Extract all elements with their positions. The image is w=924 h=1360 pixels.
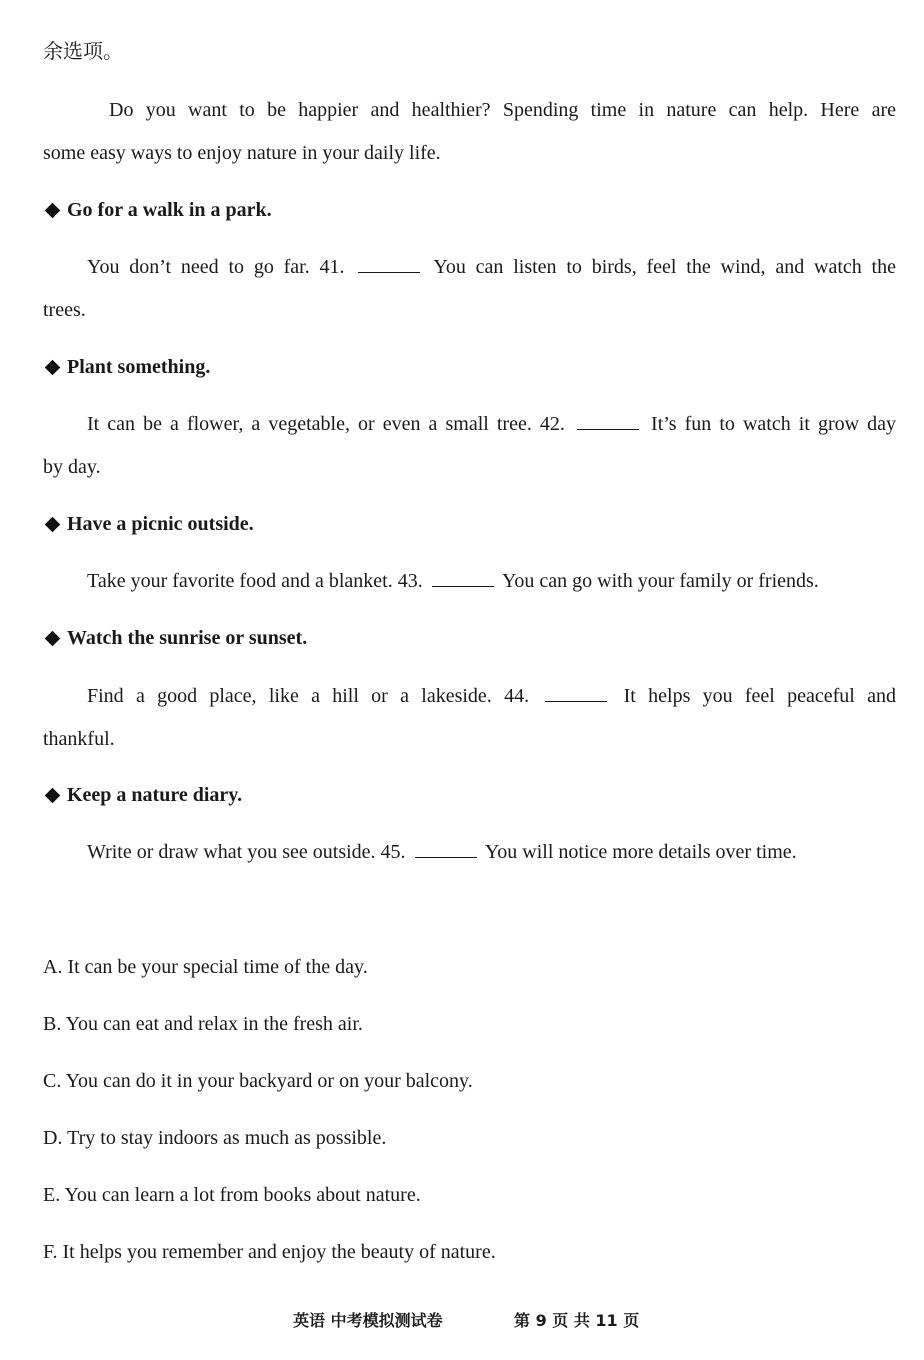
- heading-text: Plant something.: [67, 356, 211, 378]
- section-heading: [43, 512, 254, 536]
- sentence-before: It can be a flower, a vegetable, or even a small tree. 42.: [87, 413, 565, 435]
- section-continuation: trees.: [43, 299, 86, 321]
- option-item: A. It can be your special time of the day.: [43, 956, 368, 978]
- option-item: B. You can eat and relax in the fresh air.: [43, 1013, 363, 1035]
- option-item: C. You can do it in your backyard or on your balcony.: [43, 1070, 473, 1092]
- sentence-before: Write or draw what you see outside. 45.: [87, 841, 406, 863]
- diamond-bullet-icon: [45, 788, 61, 804]
- diamond-bullet-icon: [45, 517, 61, 533]
- top-fragment: 余选项。: [43, 41, 123, 63]
- section-body: [43, 255, 896, 279]
- option-item: F. It helps you remember and enjoy the beauty of nature.: [43, 1241, 496, 1263]
- answer-blank-42[interactable]: [577, 413, 639, 430]
- answer-blank-43[interactable]: [432, 570, 494, 587]
- heading-text: Have a picnic outside.: [67, 513, 254, 535]
- answer-blank-45[interactable]: [415, 841, 477, 858]
- section-continuation: thankful.: [43, 728, 115, 750]
- heading-text: Watch the sunrise or sunset.: [67, 627, 308, 649]
- sentence-after: You will notice more details over time.: [484, 841, 797, 863]
- sentence-after: You can listen to birds, feel the wind, and watch the: [433, 256, 896, 278]
- option-item: D. Try to stay indoors as much as possible.: [43, 1127, 387, 1149]
- footer-page-number: 第 9 页 共 11 页: [514, 1311, 640, 1330]
- diamond-bullet-icon: [45, 360, 61, 376]
- heading-text: Go for a walk in a park.: [67, 199, 272, 221]
- sentence-before: You don’t need to go far. 41.: [87, 256, 345, 278]
- section-heading: [43, 783, 242, 807]
- section-body: [43, 684, 896, 708]
- section-continuation: by day.: [43, 456, 101, 478]
- answer-blank-41[interactable]: [358, 256, 420, 273]
- intro-line-1: Do you want to be happier and healthier? Spending time in nature can help. Here are: [109, 99, 896, 121]
- heading-text: Keep a nature diary.: [67, 784, 243, 806]
- sentence-after: It helps you feel peaceful and: [623, 685, 897, 707]
- diamond-bullet-icon: [45, 631, 61, 647]
- footer-exam-title: 英语 中考模拟测试卷: [293, 1311, 443, 1330]
- sentence-after: It’s fun to watch it grow day: [651, 413, 896, 435]
- diamond-bullet-icon: [45, 203, 61, 219]
- option-item: E. You can learn a lot from books about nature.: [43, 1184, 421, 1206]
- sentence-before: Find a good place, like a hill or a lakeside. 44.: [87, 685, 530, 707]
- section-body: [43, 569, 819, 593]
- answer-blank-44[interactable]: [545, 685, 607, 702]
- section-heading: [43, 198, 272, 222]
- sentence-after: You can go with your family or friends.: [501, 570, 819, 592]
- sentence-before: Take your favorite food and a blanket. 43.: [87, 570, 423, 592]
- section-heading: [43, 355, 210, 379]
- section-body: [43, 412, 896, 436]
- intro-line-2: some easy ways to enjoy nature in your daily life.: [43, 142, 441, 164]
- section-heading: [43, 626, 307, 650]
- section-body: [43, 840, 797, 864]
